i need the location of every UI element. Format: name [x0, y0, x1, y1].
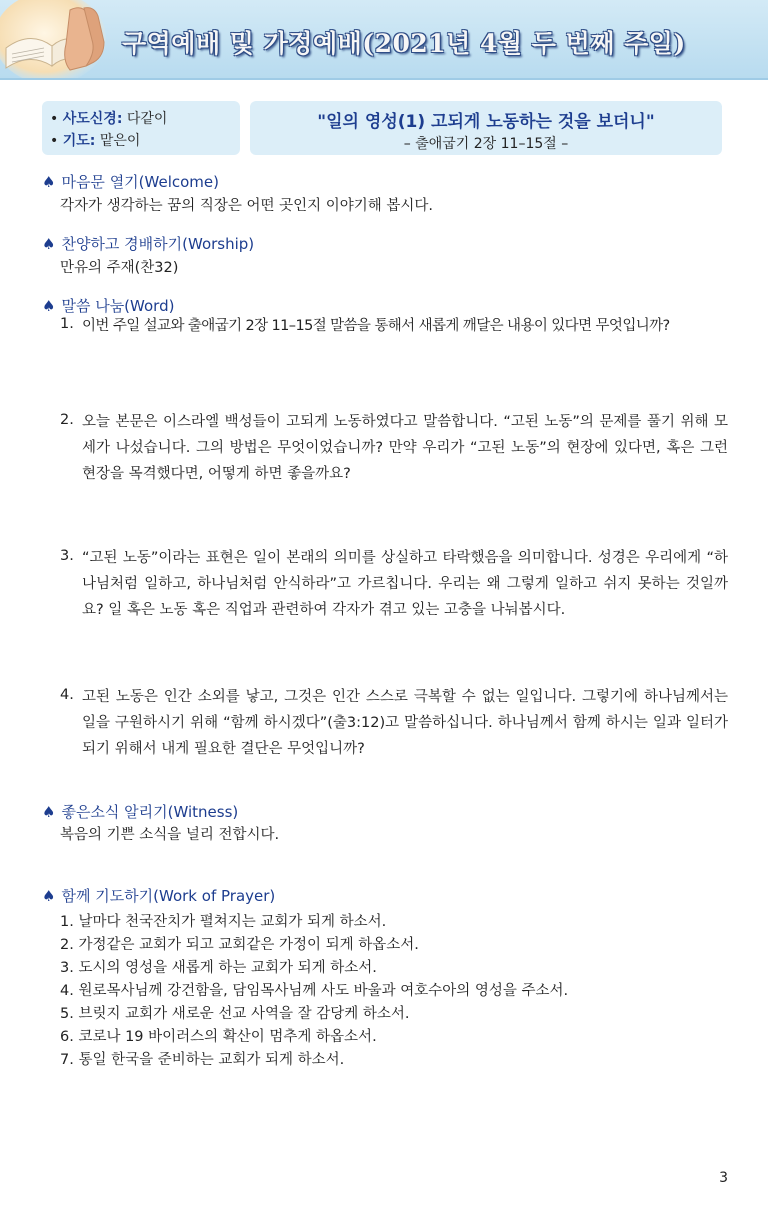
section-witness-title: 좋은소식 알리기(Witness) [61, 803, 239, 821]
page-title: 구역예배 및 가정예배(2021년 4월 두 번째 주일) [122, 29, 686, 58]
bullet: • [50, 111, 63, 127]
prayer-item: 5. 브릿지 교회가 새로운 선교 사역을 잘 감당케 하소서. [60, 1006, 410, 1022]
section-prayer-heading [42, 885, 275, 906]
creed-label: 사도신경: [62, 111, 123, 127]
prayer-item: 6. 코로나 19 바이러스의 확산이 멈추게 하옵소서. [60, 1029, 377, 1045]
question-text: “고된 노동”이라는 표현은 일이 본래의 의미를 상실하고 타락했음을 의미합니다. 성경은 우리에게 “하나님처럼 일하고, 하나님처럼 안식하라”고 가르칩니다. 우리는 왜 그렇게 일하고 쉬지 못하는 것일까요? 일 혹은 노동 혹은 직업과 관련하여 각자가 겪고 있는 고충을 나눠봅시다. [82, 550, 728, 618]
question-number: 3. [60, 548, 74, 564]
question-text: 이번 주일 설교와 출애굽기 2장 11–15절 말씀을 통해서 새롭게 깨달은 내용이 있다면 무엇입니까? [82, 318, 670, 334]
creed-value: 다같이 [126, 111, 168, 127]
question-number: 4. [60, 687, 74, 703]
section-worship-body: 만유의 주재(찬32) [60, 260, 179, 276]
section-welcome-body: 각자가 생각하는 꿈의 직장은 어떤 곳인지 이야기해 봅시다. [60, 198, 434, 214]
section-worship-title: 찬양하고 경배하기(Worship) [61, 235, 255, 253]
worship-roles-box [42, 101, 240, 155]
prayer-item: 2. 가정같은 교회가 되고 교회같은 가정이 되게 하옵소서. [60, 937, 419, 953]
prayer-item: 7. 통일 한국을 준비하는 교회가 되게 하소서. [60, 1052, 345, 1068]
question-text: 오늘 본문은 이스라엘 백성들이 고되게 노동하였다고 말씀합니다. “고된 노동”의 문제를 풀기 위해 모세가 나섰습니다. 그의 방법은 무엇이었습니까? 만약 우리가 “고된 노동”의 현장에 있다면, 혹은 그런 현장을 목격했다면, 어떻게 하면 좋을까요? [82, 414, 728, 482]
prayer-item: 4. 원로목사님께 강건함을, 담임목사님께 사도 바울과 여호수아의 영성을 주소서. [60, 983, 569, 999]
scripture-reference: – 출애굽기 2장 11–15절 – [403, 136, 569, 152]
header-banner [0, 0, 768, 80]
section-welcome-title: 마음문 열기(Welcome) [61, 173, 219, 191]
section-worship-heading [42, 233, 254, 254]
spade-icon: ♠ [42, 173, 56, 191]
section-witness-body: 복음의 기쁜 소식을 널리 전합시다. [60, 827, 280, 843]
section-witness-heading [42, 801, 238, 822]
creed-line [50, 108, 167, 128]
section-prayer-title: 함께 기도하기(Work of Prayer) [61, 887, 276, 905]
page-number: 3 [719, 1170, 728, 1186]
question-number: 1. [60, 316, 74, 332]
bullet: • [50, 133, 63, 149]
question-text: 고된 노동은 인간 소외를 낳고, 그것은 인간 스스로 극복할 수 없는 일입니다. 그렇기에 하나님께서는 일을 구원하시기 위해 “함께 하시겠다”(출3:12)고 말씀하십니다. 하나님께서 함께 하시는 일과 일터가 되기 위해서 내게 필요한 결단은 무엇입니까? [82, 689, 728, 757]
spade-icon: ♠ [42, 235, 56, 253]
prayer-line [50, 130, 140, 150]
prayer-item: 1. 날마다 천국잔치가 펼쳐지는 교회가 되게 하소서. [60, 914, 387, 930]
section-word-title: 말씀 나눔(Word) [61, 297, 175, 315]
prayer-value: 맡은이 [99, 133, 141, 149]
spade-icon: ♠ [42, 803, 56, 821]
prayer-item: 3. 도시의 영성을 새롭게 하는 교회가 되게 하소서. [60, 960, 377, 976]
spade-icon: ♠ [42, 887, 56, 905]
bible-and-praying-hands-icon [0, 0, 118, 78]
prayer-label: 기도: [62, 133, 96, 149]
question-number: 2. [60, 412, 74, 428]
sermon-title: "일의 영성(1) 고되게 노동하는 것을 보더니" [317, 112, 655, 132]
spade-icon: ♠ [42, 297, 56, 315]
sermon-title-box [250, 101, 722, 155]
section-welcome-heading [42, 171, 219, 192]
